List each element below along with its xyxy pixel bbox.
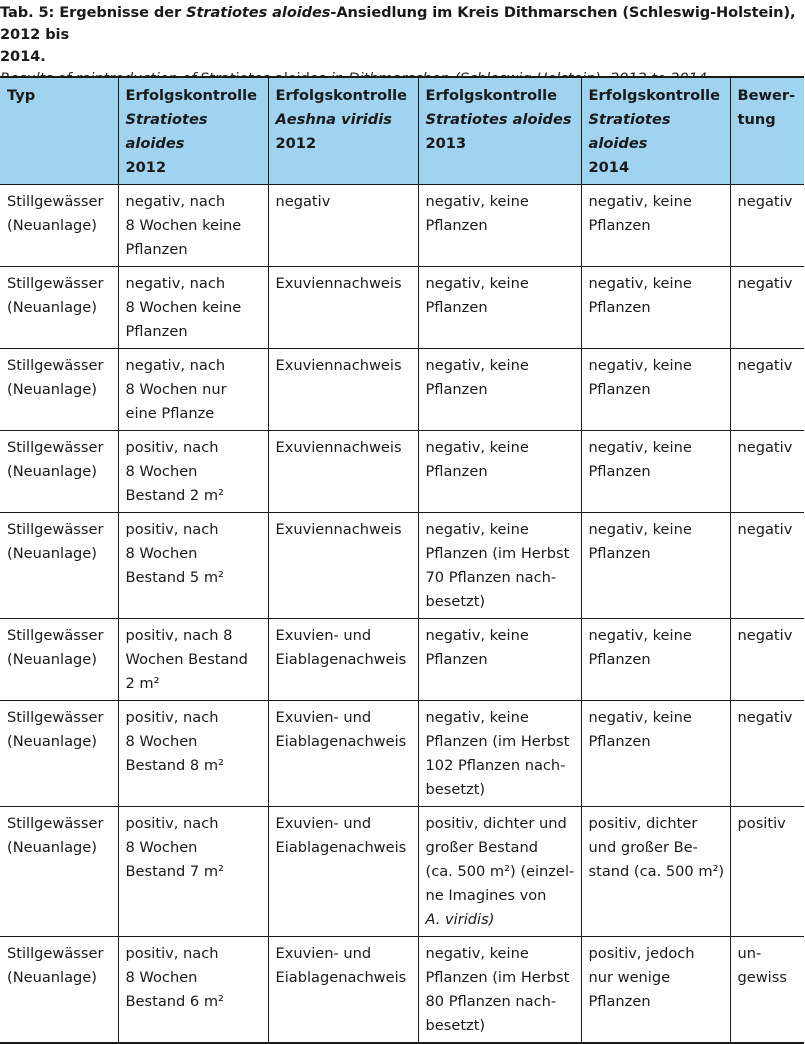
table-cell-assessment — [730, 513, 804, 619]
table-cell-line: Eiablagenachweis — [275, 733, 407, 750]
table-cell-line: 8 Wochen — [125, 839, 198, 856]
table-cell-line: Exuviennachweis — [275, 521, 402, 538]
table-cell-stratiotes-2013 — [418, 513, 581, 619]
table-cell-aeshna-2012 — [268, 349, 418, 431]
table-row — [0, 431, 804, 513]
table-cell-line: negativ, keine — [425, 945, 529, 962]
table-cell-line: 2 m² — [125, 675, 160, 692]
table-cell-line: 8 Wochen — [125, 733, 198, 750]
table-cell-line: positiv, dichter — [588, 815, 698, 832]
table-cell-stratiotes-2013 — [418, 937, 581, 1044]
table-cell-line: Stillgewässer — [7, 627, 104, 644]
table-cell-line: Stillgewässer — [7, 521, 104, 538]
table-cell-line: positiv, nach 8 — [125, 627, 233, 644]
table-cell-line: Pflanzen — [588, 381, 651, 398]
table-cell-line: Exuvien- und — [275, 627, 372, 644]
table-cell-line: negativ, keine — [425, 193, 529, 210]
table-cell-assessment — [730, 267, 804, 349]
table-cell-line: negativ — [737, 709, 793, 726]
table-cell-line: positiv — [737, 815, 786, 832]
table-cell-line: Eiablagenachweis — [275, 839, 407, 856]
column-header-line: Stratiotes aloides — [125, 111, 208, 152]
table-cell-stratiotes-2013 — [418, 431, 581, 513]
table-cell-line: eine Pflanze — [125, 405, 215, 422]
table-cell-line: negativ — [737, 439, 793, 456]
table-cell-line: (Neuanlage) — [7, 381, 97, 398]
table-row — [0, 701, 804, 807]
table-cell-line: negativ, keine — [425, 521, 529, 538]
table-cell-line: un- — [737, 945, 762, 962]
table-cell-aeshna-2012 — [268, 701, 418, 807]
table-cell-line: gewiss — [737, 969, 787, 986]
table-cell-stratiotes-2012 — [118, 937, 268, 1044]
table-cell-line: Stillgewässer — [7, 945, 104, 962]
table-cell-line: Pflanzen — [588, 463, 651, 480]
table-cell-line: Pflanzen — [125, 241, 188, 258]
table-cell-line: (Neuanlage) — [7, 217, 97, 234]
table-cell-assessment — [730, 807, 804, 937]
header-row — [0, 77, 804, 185]
table-cell-line: negativ, nach — [125, 193, 226, 210]
table-cell-stratiotes-2013 — [418, 619, 581, 701]
table-cell-stratiotes-2012 — [118, 807, 268, 937]
column-header-line: 2014 — [588, 159, 630, 176]
table-cell-line: besetzt) — [425, 781, 486, 798]
table-cell-line: negativ, keine — [425, 709, 529, 726]
table-cell-aeshna-2012 — [268, 513, 418, 619]
table-row — [0, 937, 804, 1044]
table-cell-line: positiv, nach — [125, 709, 219, 726]
table-cell-stratiotes-2014 — [581, 185, 730, 267]
table-cell-type — [0, 431, 118, 513]
table-body — [0, 185, 804, 1044]
table-cell-aeshna-2012 — [268, 937, 418, 1044]
table-cell-stratiotes-2012 — [118, 619, 268, 701]
table-row — [0, 349, 804, 431]
column-header-line: Typ — [7, 87, 36, 104]
table-cell-line: (Neuanlage) — [7, 733, 97, 750]
table-cell-line: negativ, keine — [588, 193, 692, 210]
table-cell-type — [0, 701, 118, 807]
table-cell-line: Pflanzen — [425, 381, 488, 398]
table-cell-stratiotes-2014 — [581, 267, 730, 349]
table-cell-line: 8 Wochen keine — [125, 217, 242, 234]
table-cell-stratiotes-2014 — [581, 513, 730, 619]
table-cell-line: nur wenige — [588, 969, 671, 986]
table-cell-aeshna-2012 — [268, 619, 418, 701]
table-row — [0, 807, 804, 937]
table-cell-line: negativ — [737, 193, 793, 210]
table-cell-line: Bestand 7 m² — [125, 863, 224, 880]
table-cell-line: A. viridis) — [425, 911, 495, 928]
table-cell-assessment — [730, 619, 804, 701]
table-header — [0, 77, 804, 185]
table-cell-stratiotes-2012 — [118, 349, 268, 431]
table-cell-stratiotes-2012 — [118, 185, 268, 267]
column-header-line: Erfolgskontrolle — [275, 87, 408, 104]
table-cell-line: Stillgewässer — [7, 275, 104, 292]
table-cell-line: (Neuanlage) — [7, 463, 97, 480]
table-cell-line: negativ — [275, 193, 331, 210]
column-header-type — [0, 77, 118, 185]
table-cell-line: negativ, keine — [425, 627, 529, 644]
table-cell-line: negativ, keine — [588, 627, 692, 644]
table-row — [0, 267, 804, 349]
table-cell-line: Pflanzen — [425, 299, 488, 316]
table-cell-aeshna-2012 — [268, 807, 418, 937]
table-cell-stratiotes-2013 — [418, 807, 581, 937]
table-cell-type — [0, 513, 118, 619]
table-cell-line: Stillgewässer — [7, 439, 104, 456]
table-cell-line: besetzt) — [425, 593, 486, 610]
table-cell-line: negativ, keine — [425, 275, 529, 292]
column-header-line: 2012 — [125, 159, 167, 176]
table-cell-line: negativ, keine — [588, 357, 692, 374]
caption-german-year-end: 2014. — [0, 48, 46, 65]
column-header-line: Stratiotes aloides — [588, 111, 671, 152]
table-cell-line: Exuvien- und — [275, 709, 372, 726]
table-cell-assessment — [730, 701, 804, 807]
table-cell-stratiotes-2014 — [581, 701, 730, 807]
table-cell-type — [0, 937, 118, 1044]
table-cell-stratiotes-2012 — [118, 431, 268, 513]
column-header-line: Erfolgskontrolle — [125, 87, 258, 104]
table-cell-line: Stillgewässer — [7, 193, 104, 210]
table-cell-stratiotes-2012 — [118, 267, 268, 349]
table-cell-line: 8 Wochen — [125, 545, 198, 562]
table-cell-type — [0, 267, 118, 349]
caption-german-prefix: Tab. 5: Ergebnisse der — [0, 4, 187, 21]
table-cell-line: negativ, nach — [125, 275, 226, 292]
table-cell-line: Eiablagenachweis — [275, 969, 407, 986]
table-cell-stratiotes-2014 — [581, 937, 730, 1044]
table-cell-assessment — [730, 937, 804, 1044]
table-cell-line: stand (ca. 500 m²) — [588, 863, 725, 880]
table-cell-line: und großer Be- — [588, 839, 698, 856]
table-cell-line: 102 Pflanzen nach- — [425, 757, 566, 774]
table-cell-line: Exuviennachweis — [275, 357, 402, 374]
table-cell-line: Exuviennachweis — [275, 439, 402, 456]
table-cell-stratiotes-2014 — [581, 619, 730, 701]
table-cell-line: Pflanzen — [125, 323, 188, 340]
table-cell-line: Bestand 8 m² — [125, 757, 224, 774]
table-cell-type — [0, 807, 118, 937]
table-cell-line: negativ — [737, 521, 793, 538]
table-cell-line: negativ — [737, 357, 793, 374]
table-cell-line: positiv, jedoch — [588, 945, 695, 962]
table-cell-line: Bestand 5 m² — [125, 569, 224, 586]
column-header-aeshna-2012 — [268, 77, 418, 185]
table-cell-type — [0, 349, 118, 431]
column-header-line: tung — [737, 111, 776, 128]
table-cell-line: negativ — [737, 275, 793, 292]
column-header-assessment — [730, 77, 804, 185]
table-cell-line: (Neuanlage) — [7, 651, 97, 668]
table-cell-line: großer Bestand — [425, 839, 538, 856]
table-cell-aeshna-2012 — [268, 431, 418, 513]
table-cell-line: Pflanzen (im Herbst — [425, 545, 570, 562]
column-header-line: Stratiotes aloides — [425, 111, 572, 128]
table-cell-line: negativ, keine — [588, 439, 692, 456]
table-cell-line: positiv, nach — [125, 945, 219, 962]
table-cell-stratiotes-2013 — [418, 185, 581, 267]
table-cell-line: Eiablagenachweis — [275, 651, 407, 668]
table-cell-aeshna-2012 — [268, 185, 418, 267]
column-header-line: 2012 — [275, 135, 317, 152]
table-cell-line: Pflanzen — [588, 993, 651, 1010]
table-cell-stratiotes-2012 — [118, 513, 268, 619]
column-header-line: Erfolgskontrolle — [588, 87, 721, 104]
table-cell-line: 8 Wochen — [125, 463, 198, 480]
table-cell-line: Pflanzen — [588, 217, 651, 234]
table-cell-line: Wochen Bestand — [125, 651, 248, 668]
table-cell-line: ne Imagines von — [425, 887, 547, 904]
column-header-line: Aeshna viridis — [275, 111, 392, 128]
table-cell-line: Exuvien- und — [275, 815, 372, 832]
table-cell-line: Pflanzen (im Herbst — [425, 969, 570, 986]
table-cell-line: (Neuanlage) — [7, 299, 97, 316]
table-cell-line: Exuvien- und — [275, 945, 372, 962]
table-cell-type — [0, 185, 118, 267]
table-cell-line: Bestand 2 m² — [125, 487, 224, 504]
table-row — [0, 619, 804, 701]
table-cell-aeshna-2012 — [268, 267, 418, 349]
table-cell-line: negativ, keine — [588, 709, 692, 726]
table-cell-assessment — [730, 349, 804, 431]
table-cell-line: Exuviennachweis — [275, 275, 402, 292]
table-cell-line: Pflanzen — [588, 299, 651, 316]
table-cell-line: Pflanzen — [425, 463, 488, 480]
column-header-line: 2013 — [425, 135, 467, 152]
table-cell-line: Stillgewässer — [7, 357, 104, 374]
table-cell-line: negativ, keine — [588, 275, 692, 292]
column-header-stratiotes-2012 — [118, 77, 268, 185]
table-cell-line: negativ, keine — [425, 357, 529, 374]
table-cell-line: 8 Wochen keine — [125, 299, 242, 316]
table-cell-line: (Neuanlage) — [7, 545, 97, 562]
table-cell-line: (Neuanlage) — [7, 969, 97, 986]
table-cell-line: Pflanzen — [588, 733, 651, 750]
table-cell-line: Pflanzen — [425, 217, 488, 234]
column-header-stratiotes-2013 — [418, 77, 581, 185]
table-cell-stratiotes-2014 — [581, 349, 730, 431]
table-cell-stratiotes-2014 — [581, 431, 730, 513]
table-row — [0, 513, 804, 619]
table-cell-stratiotes-2012 — [118, 701, 268, 807]
table-cell-line: positiv, nach — [125, 521, 219, 538]
table-cell-line: negativ, keine — [588, 521, 692, 538]
column-header-line: Erfolgskontrolle — [425, 87, 558, 104]
table-cell-line: positiv, nach — [125, 815, 219, 832]
table-cell-assessment — [730, 431, 804, 513]
table-cell-line: positiv, nach — [125, 439, 219, 456]
caption-german — [0, 2, 805, 68]
table-cell-stratiotes-2013 — [418, 267, 581, 349]
table-cell-line: besetzt) — [425, 1017, 486, 1034]
table-cell-line: Bestand 6 m² — [125, 993, 224, 1010]
table-cell-stratiotes-2013 — [418, 701, 581, 807]
results-table — [0, 76, 804, 1044]
table-cell-line: Pflanzen — [588, 651, 651, 668]
table-cell-line: negativ, keine — [425, 439, 529, 456]
table-cell-type — [0, 619, 118, 701]
table-cell-line: (ca. 500 m²) (einzel- — [425, 863, 575, 880]
table-cell-line: Pflanzen (im Herbst — [425, 733, 570, 750]
table-cell-line: 80 Pflanzen nach- — [425, 993, 557, 1010]
table-cell-line: negativ, nach — [125, 357, 226, 374]
table-cell-line: positiv, dichter und — [425, 815, 567, 832]
table-row — [0, 185, 804, 267]
table-cell-stratiotes-2014 — [581, 807, 730, 937]
table-cell-line: 70 Pflanzen nach- — [425, 569, 557, 586]
table-cell-line: 8 Wochen nur — [125, 381, 227, 398]
table-cell-line: negativ — [737, 627, 793, 644]
table-cell-stratiotes-2013 — [418, 349, 581, 431]
table-cell-line: Pflanzen — [588, 545, 651, 562]
table-cell-line: 8 Wochen — [125, 969, 198, 986]
table-cell-line: Stillgewässer — [7, 709, 104, 726]
column-header-line: Bewer- — [737, 87, 796, 104]
caption-german-species: Stratiotes aloides — [186, 4, 331, 21]
table-cell-assessment — [730, 185, 804, 267]
column-header-stratiotes-2014 — [581, 77, 730, 185]
caption-german-suffix: -Ansiedlung im Kreis Dithmarschen (Schleswig-Holstein), 2012 bis — [0, 4, 796, 43]
table-cell-line: (Neuanlage) — [7, 839, 97, 856]
table-cell-line: Pflanzen — [425, 651, 488, 668]
table-cell-line: Stillgewässer — [7, 815, 104, 832]
